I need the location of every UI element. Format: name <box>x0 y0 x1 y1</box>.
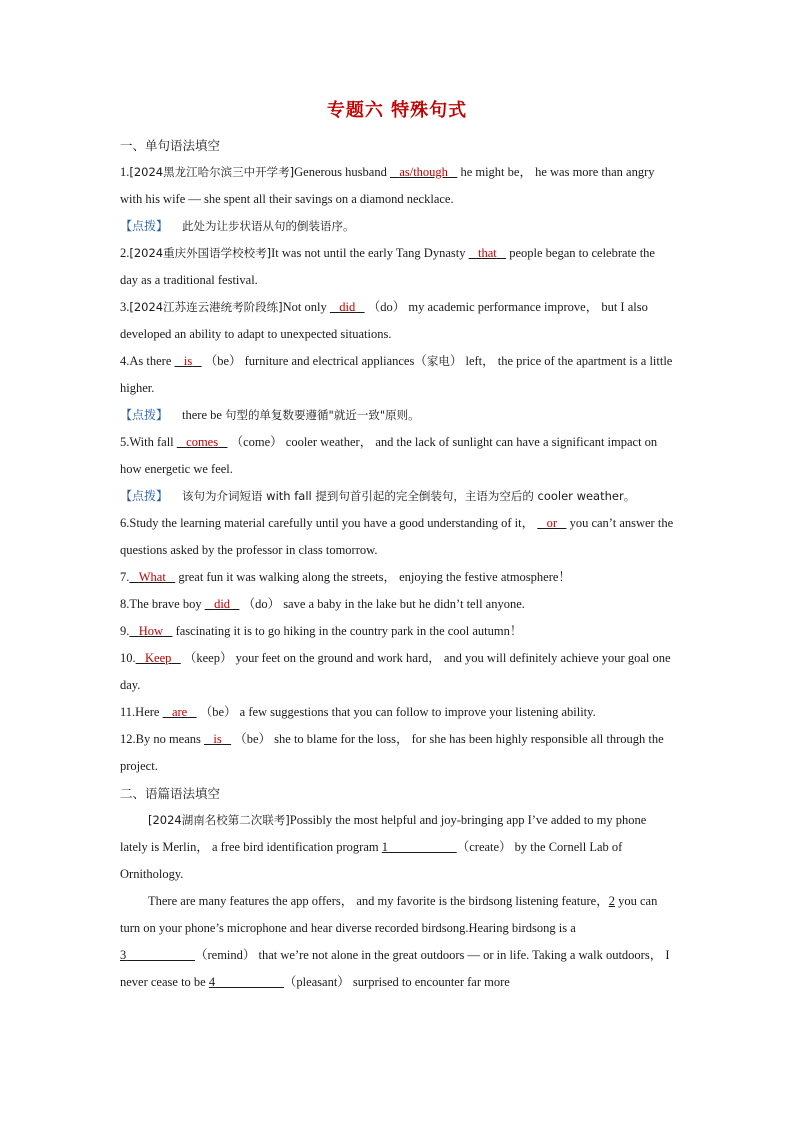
blank-2: 2 <box>608 894 615 908</box>
answer-8: did <box>214 597 231 611</box>
section-heading-2: 二、语篇语法填空 <box>120 786 221 801</box>
question-5: 5.With fall comes （come） cooler weather， and the lack of sunlight can have a significant impact on how energetic we feel. <box>120 435 658 476</box>
document-body <box>120 132 676 996</box>
answer-2: that <box>477 246 497 260</box>
answer-1: as/though <box>399 165 448 179</box>
question-1: 1.[2024黑龙江哈尔滨三中开学考]Generous husband as/though he might be， he was more than angry with his wife — she spent all their savings on a diamond necklace. <box>120 165 655 206</box>
blank-1: 1 <box>381 840 388 854</box>
page-title: 专题六 特殊句式 <box>326 100 468 121</box>
answer-5: comes <box>186 435 219 449</box>
question-2: 2.[2024重庆外国语学校校考]It was not until the early Tang Dynasty that people began to celebrate the day as a traditional festival. <box>120 246 655 287</box>
question-3: 3.[2024江苏连云港统考阶段练]Not only did （do） my academic performance improve， but I also developed an ability to adapt to unexpected situations. <box>120 300 648 341</box>
hint-4: 【点拨】 there be 句型的单复数要遵循"就近一致"原则。 <box>120 408 420 422</box>
answer-12: is <box>213 732 222 746</box>
question-4: 4.As there is （be） furniture and electrical appliances（家电） left， the price of the apartment is a little higher. <box>120 354 673 395</box>
blank-4: 4 <box>208 975 216 989</box>
question-9: 9. How fascinating it is to go hiking in the country park in the cool autumn！ <box>120 624 523 638</box>
answer-6: or <box>546 516 558 530</box>
answer-9: How <box>138 624 164 638</box>
question-8: 8.The brave boy did （do） save a baby in the lake but he didn’t tell anyone. <box>120 597 525 611</box>
section-heading-1: 一、单句语法填空 <box>120 138 221 153</box>
question-7: 7. What great fun it was walking along the streets， enjoying the festive atmosphere！ <box>120 570 571 584</box>
hint-5: 【点拨】 该句为介词短语 with fall 提到句首引起的完全倒装句，主语为空后的 cooler weather。 <box>120 489 636 503</box>
answer-7: What <box>138 570 166 584</box>
blank-3: 3 <box>120 948 127 962</box>
passage-paragraph-2: There are many features the app offers， and my favorite is the birdsong listening feature，2 you can turn on your phone’s microphone and hear diverse recorded birdsong.Hearing birdsong is a 3 （remind） that we’re not alone in the great outdoors — or in life. Taking a walk outdoors， I never cease to be 4 （pleasant） surprised to encounter far more <box>120 894 670 989</box>
answer-10: Keep <box>145 651 172 665</box>
hint-1: 【点拨】 此处为让步状语从句的倒装语序。 <box>120 219 355 233</box>
question-12: 12.By no means is （be） she to blame for the loss， for she has been highly responsible all through the project. <box>120 732 664 773</box>
answer-11: are <box>171 705 188 719</box>
question-11: 11.Here are （be） a few suggestions that you can follow to improve your listening ability. <box>120 705 596 719</box>
answer-3: did <box>339 300 356 314</box>
passage-paragraph-1: [2024湖南名校第二次联考]Possibly the most helpful and joy-bringing app I’ve added to my phone lately is Merlin， a free bird identification program 1 （create） by the Cornell Lab of Ornithology. <box>120 813 647 881</box>
answer-4: is <box>183 354 193 368</box>
question-6: 6.Study the learning material carefully until you have a good understanding of it， or you can’t answer the questions asked by the professor in class tomorrow. <box>120 516 674 557</box>
question-10: 10. Keep （keep） your feet on the ground and work hard， and you will definitely achieve your goal one day. <box>120 651 671 692</box>
